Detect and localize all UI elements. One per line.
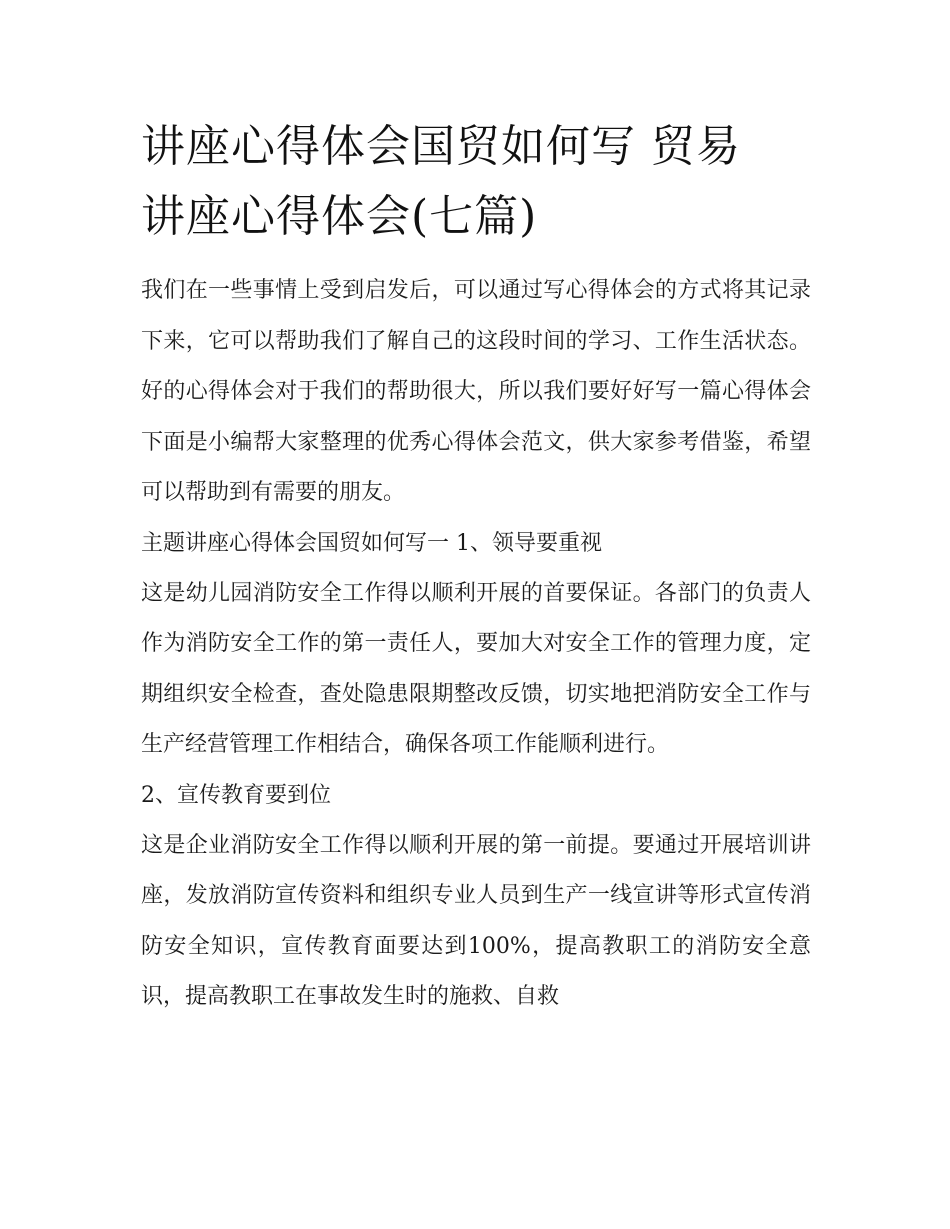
section-heading-1: 主题讲座心得体会国贸如何写一 1、领导要重视 <box>141 530 602 556</box>
section-heading-2: 2、宣传教育要到位 <box>141 782 331 808</box>
intro-paragraph: 我们在一些事情上受到启发后，可以通过写心得体会的方式将其记录下来，它可以帮助我们了解自己的这段时间的学习、工作生活状态。好的心得体会对于我们的帮助很大，所以我们要好好写一篇心得体会下面是小编帮大家整理的优秀心得体会范文，供大家参考借鉴，希望可以帮助到有需要的朋友。 <box>141 278 811 505</box>
body-paragraph: 这是企业消防安全工作得以顺利开展的第一前提。要通过开展培训讲座，发放消防宣传资料和组织专业人员到生产一线宣讲等形式宣传消防安全知识，宣传教育面要达到100%，提高教职工的消防安全意识，提高教职工在事故发生时的施救、自救 <box>141 832 811 1009</box>
body-paragraph: 这是幼儿园消防安全工作得以顺利开展的首要保证。各部门的负责人作为消防安全工作的第一责任人，要加大对安全工作的管理力度，定期组织安全检查，查处隐患限期整改反馈，切实地把消防安全工作与生产经营管理工作相结合，确保各项工作能顺利进行。 <box>141 580 811 757</box>
document-title <box>141 112 811 252</box>
document-body <box>141 266 811 1023</box>
title-line-2: 讲座心得体会(七篇) <box>141 191 538 242</box>
document-page <box>141 112 811 1023</box>
title-line-1: 讲座心得体会国贸如何写 贸易 <box>141 121 741 172</box>
